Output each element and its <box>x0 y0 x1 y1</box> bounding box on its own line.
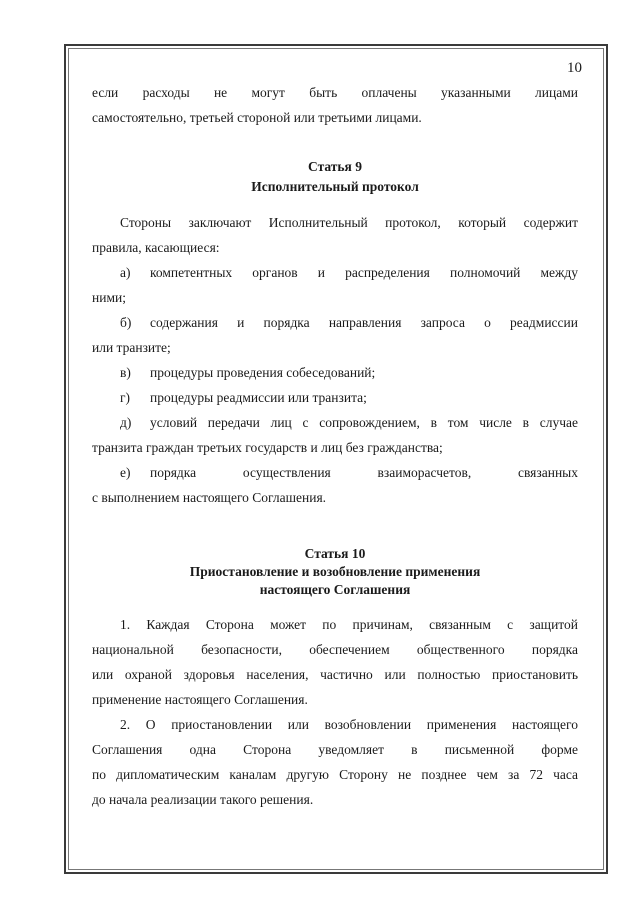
article-10-heading: Статья 10 <box>304 546 366 561</box>
list-text-g: процедуры реадмиссии или транзита; <box>150 390 367 405</box>
list-text-a-cont: ними; <box>92 290 126 305</box>
intro-paragraph <box>92 80 578 130</box>
article-10-p1-line4: применение настоящего Соглашения. <box>92 692 308 707</box>
article-10-p2-line3: по дипломатическим каналам другую Сторону не позднее чем за 72 часа <box>92 767 578 782</box>
list-text-v: процедуры проведения собеседований; <box>150 365 376 380</box>
list-item-b <box>92 310 578 335</box>
list-text-d: условий передачи лиц с сопровождением, в том числе в случае <box>150 415 578 430</box>
intro-line-2: самостоятельно, третьей стороной или третьими лицами. <box>92 110 422 125</box>
article-9-p1-line2: правила, касающиеся: <box>92 240 220 255</box>
article-9-body <box>92 210 578 510</box>
article-9-title: Исполнительный протокол <box>251 179 419 194</box>
article-10-p2-line2: Соглашения одна Сторона уведомляет в письменной форме <box>92 742 578 757</box>
list-label-e: е) <box>120 465 131 480</box>
article-10-p2-line1: 2. О приостановлении или возобновлении применения настоящего <box>120 717 578 732</box>
article-10-p1-line3: или охраной здоровья населения, частично или полностью приостановить <box>92 667 578 682</box>
article-10-title-line2: настоящего Соглашения <box>259 582 411 597</box>
list-item-a <box>92 260 578 285</box>
article-10-title-line1: Приостановление и возобновление применения <box>189 564 481 579</box>
list-label-d: д) <box>120 415 132 430</box>
article-9-heading: Статья 9 <box>308 159 362 174</box>
list-text-e: порядка осуществления взаиморасчетов, связанных <box>150 465 578 480</box>
page-number: 10 <box>567 60 582 76</box>
article-10-p1-line2: национальной безопасности, обеспечением общественного порядка <box>92 642 578 657</box>
article-9-p1-line1: Стороны заключают Исполнительный протокол, который содержит <box>120 215 578 230</box>
article-9 <box>92 157 578 197</box>
list-text-b: содержания и порядка направления запроса о реадмиссии <box>150 315 578 330</box>
list-text-d-cont: транзита граждан третьих государств и лиц без гражданства; <box>92 440 443 455</box>
list-item-d <box>92 410 578 435</box>
list-label-v: в) <box>120 365 131 380</box>
list-label-b: б) <box>120 315 132 330</box>
list-label-g: г) <box>120 390 131 405</box>
list-label-a: а) <box>120 265 131 280</box>
intro-line-1: если расходы не могут быть оплачены указанными лицами <box>92 85 578 100</box>
article-10-body <box>92 612 578 812</box>
list-text-b-cont: или транзите; <box>92 340 171 355</box>
list-item-e <box>92 460 578 485</box>
list-text-e-cont: с выполнением настоящего Соглашения. <box>92 490 327 505</box>
article-10-p1-line1: 1. Каждая Сторона может по причинам, связанным с защитой <box>120 617 578 632</box>
article-10-p2-line4: до начала реализации такого решения. <box>92 792 314 807</box>
list-item-g <box>92 385 578 410</box>
list-text-a: компетентных органов и распределения полномочий между <box>150 265 578 280</box>
article-10 <box>92 545 578 599</box>
list-item-v <box>92 360 578 385</box>
